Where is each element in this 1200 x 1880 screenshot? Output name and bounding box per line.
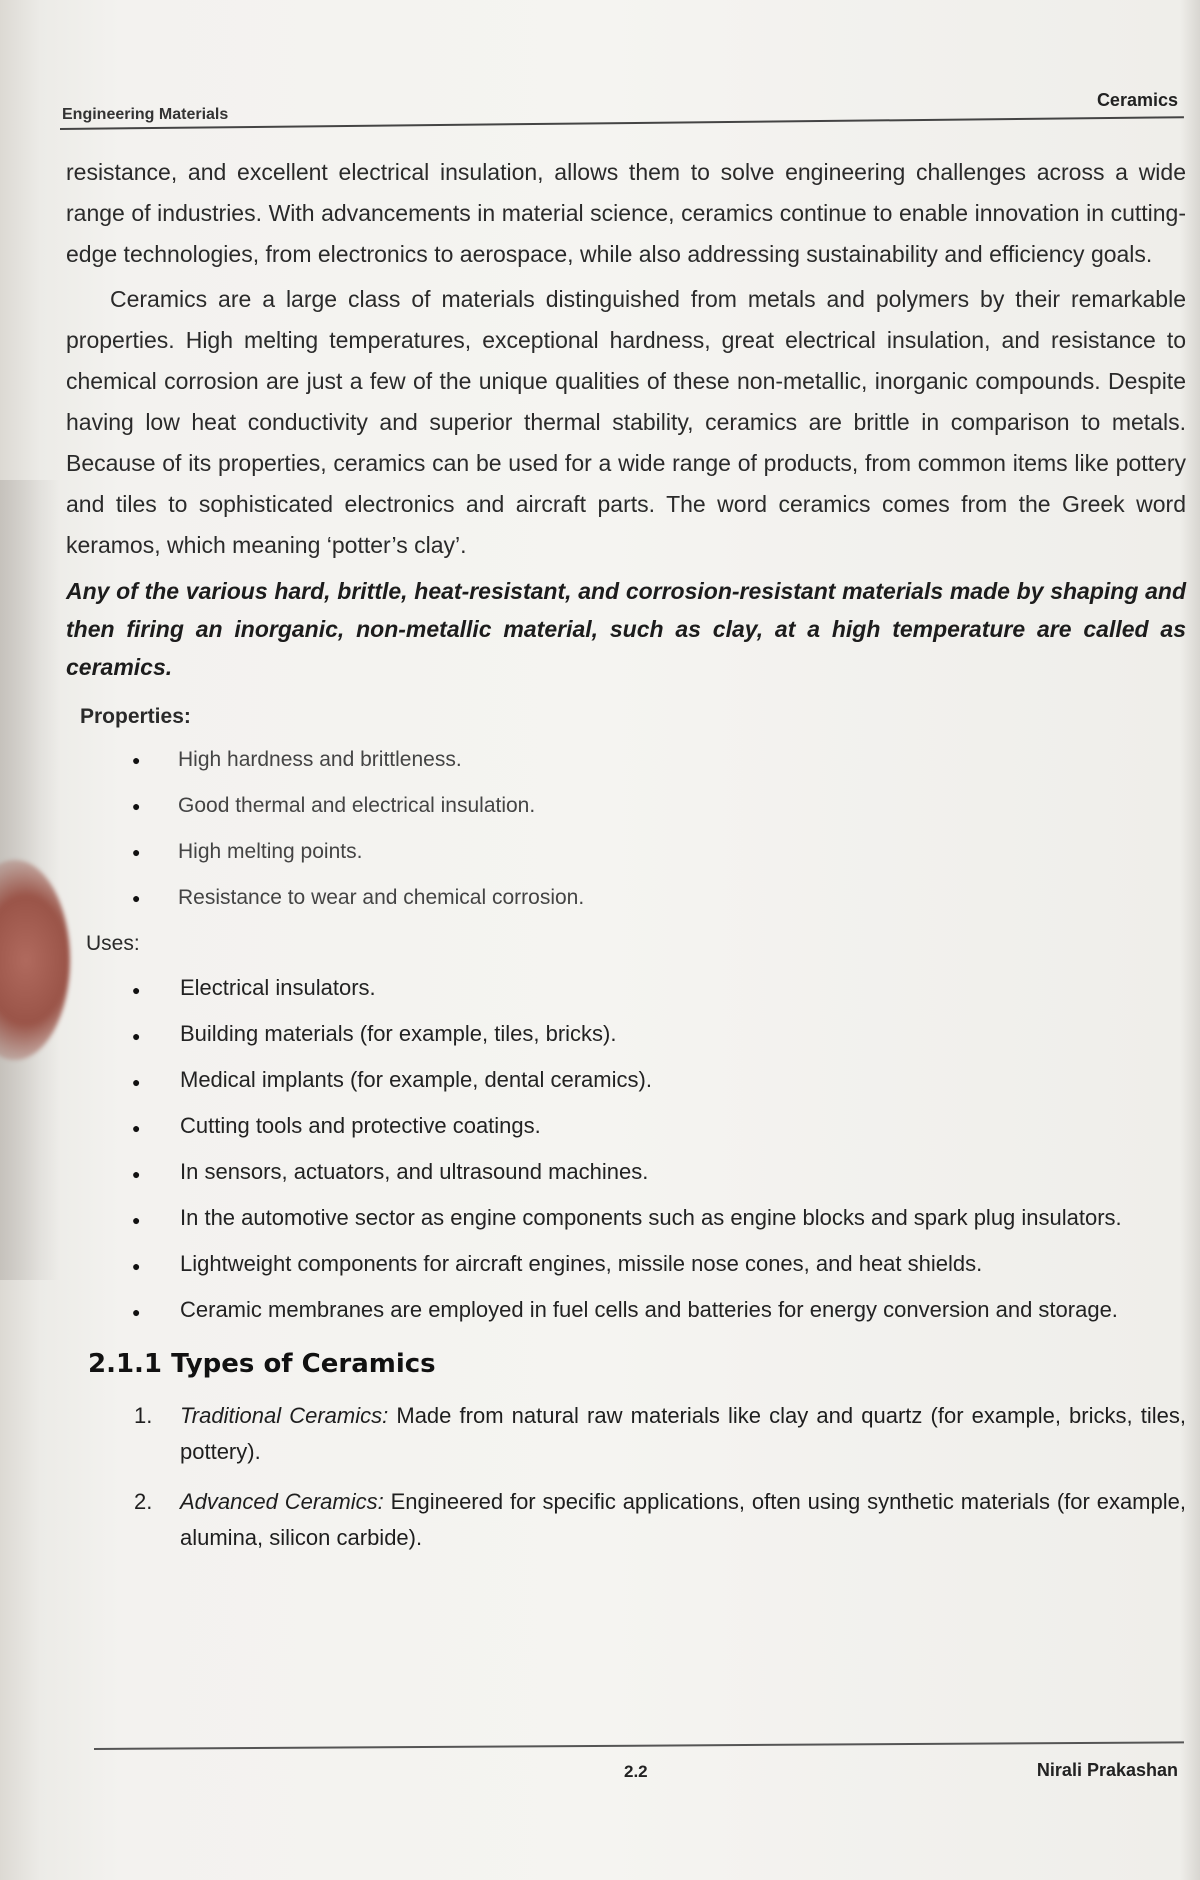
- list-item: ● Lightweight components for aircraft engines, missile nose cones, and heat shields.: [66, 1240, 1186, 1286]
- running-footer: [94, 1748, 1184, 1788]
- bullet-icon: ●: [132, 752, 141, 768]
- item-term: Advanced Ceramics:: [180, 1489, 384, 1514]
- bullet-icon: ●: [132, 982, 141, 998]
- publisher-name: Nirali Prakashan: [1036, 1760, 1178, 1780]
- item-term: Traditional Ceramics:: [180, 1403, 389, 1428]
- list-item: [66, 1484, 1186, 1556]
- bullet-icon: ●: [132, 1258, 141, 1274]
- list-item: [66, 1398, 1186, 1470]
- ceramics-definition: Any of the various hard, brittle, heat-resistant, and corrosion-resistant materials made by shaping and then firing an inorganic, non-metallic material, such as clay, at a high temperature are called as ceramics.: [66, 578, 1186, 680]
- properties-label: Properties:: [80, 705, 191, 728]
- section-heading: 2.1.1 Types of Ceramics: [88, 1349, 436, 1379]
- list-item: ● Building materials (for example, tiles, bricks).: [66, 1010, 1186, 1056]
- bullet-icon: ●: [132, 1120, 141, 1136]
- running-header: [60, 80, 1184, 130]
- list-item: ● Cutting tools and protective coatings.: [66, 1102, 1186, 1148]
- bullet-icon: ●: [132, 798, 141, 814]
- paragraph-intro: Ceramics are a large class of materials distinguished from metals and polymers by their remarkable properties. High melting temperatures, exceptional hardness, great electrical insulation, and resistance to chemical corrosion are just a few of the unique qualities of these non-metallic, inorganic compounds. Despite having low heat conductivity and superior thermal stability, ceramics are brittle in comparison to metals. Because of its properties, ceramics can be used for a wide range of products, from common items like pottery and tiles to sophisticated electronics and aircraft parts. The word ceramics comes from the Greek word keramos, which meaning ‘potter’s clay’.: [66, 286, 1186, 558]
- bullet-icon: ●: [132, 1212, 141, 1228]
- list-item: ● High hardness and brittleness.: [66, 737, 1186, 783]
- properties-list: [66, 737, 1186, 921]
- bullet-icon: ●: [132, 844, 141, 860]
- list-item: ● Electrical insulators.: [66, 964, 1186, 1010]
- list-item: ● In the automotive sector as engine components such as engine blocks and spark plug insulators.: [66, 1194, 1186, 1240]
- list-item: ● Ceramic membranes are employed in fuel cells and batteries for energy conversion and storage.: [66, 1286, 1186, 1332]
- item-text: Engineered for specific applications, often using synthetic materials (for example, alumina, silicon carbide).: [180, 1489, 1186, 1550]
- bullet-icon: ●: [132, 1028, 141, 1044]
- item-text: Made from natural raw materials like clay and quartz (for example, bricks, tiles, pottery).: [180, 1403, 1186, 1464]
- header-rule: [60, 116, 1184, 130]
- book-title: Engineering Materials: [62, 106, 229, 123]
- uses-label: Uses:: [86, 932, 140, 955]
- page-body: [66, 152, 1186, 1556]
- bullet-icon: ●: [132, 1304, 141, 1320]
- bullet-icon: ●: [132, 1074, 141, 1090]
- bullet-icon: ●: [132, 890, 141, 906]
- footer-rule: [94, 1741, 1184, 1750]
- chapter-title: Ceramics: [1096, 90, 1178, 110]
- list-item: ● High melting points.: [66, 829, 1186, 875]
- ceramic-types-list: [66, 1398, 1186, 1556]
- item-number: 2.: [134, 1489, 153, 1514]
- bullet-icon: ●: [132, 1166, 141, 1182]
- list-item: ● Resistance to wear and chemical corrosion.: [66, 875, 1186, 921]
- list-item: ● In sensors, actuators, and ultrasound machines.: [66, 1148, 1186, 1194]
- page-number: 2.2: [624, 1762, 648, 1781]
- list-item: ● Good thermal and electrical insulation.: [66, 783, 1186, 829]
- list-item: ● Medical implants (for example, dental ceramics).: [66, 1056, 1186, 1102]
- item-number: 1.: [134, 1403, 153, 1428]
- uses-list: [66, 964, 1186, 1332]
- paragraph-continued: resistance, and excellent electrical insulation, allows them to solve engineering challenges across a wide range of industries. With advancements in material science, ceramics continue to enable innovation in cutting-edge technologies, from electronics to aerospace, while also addressing sustainability and efficiency goals.: [66, 159, 1186, 267]
